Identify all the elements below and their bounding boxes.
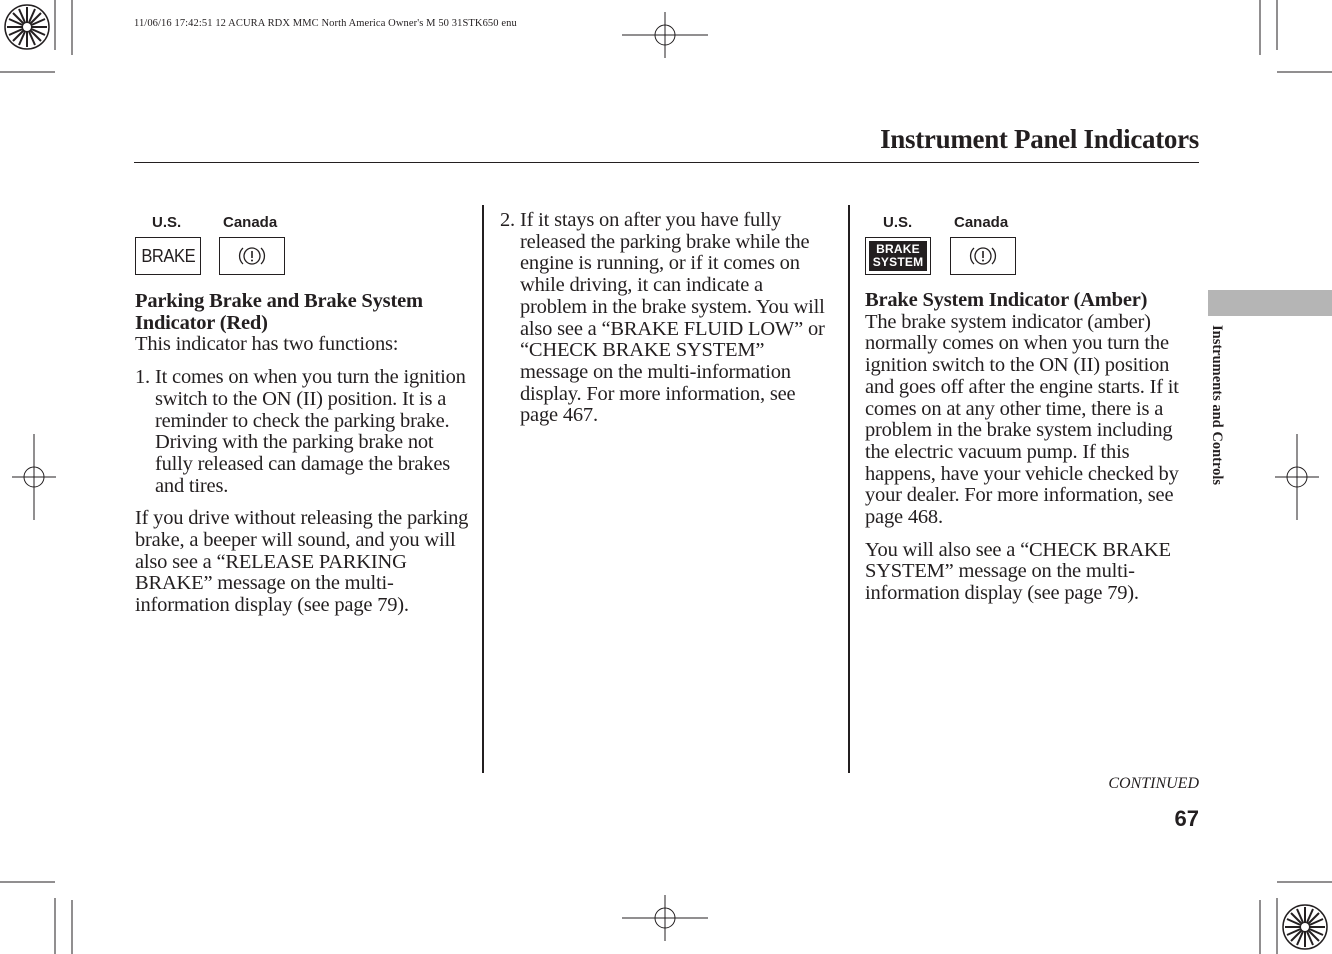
us-label: U.S. <box>883 214 913 231</box>
list-item-1 <box>135 367 470 497</box>
list-number: 1. <box>135 366 150 389</box>
continued-label: CONTINUED <box>1108 775 1199 792</box>
brake-system-line2: SYSTEM <box>872 255 924 269</box>
section-tab <box>1208 290 1332 316</box>
parking-brake-heading: Parking Brake and Brake System Indicator (Red) <box>135 290 423 334</box>
brake-system-paragraph-2: You will also see a “CHECK BRAKE SYSTEM” message on the multi-information display (see page 79). <box>865 538 1171 605</box>
page-number: 67 <box>1174 806 1199 831</box>
brake-system-heading: Brake System Indicator (Amber) <box>865 289 1148 311</box>
list-text: It comes on when you turn the ignition switch to the ON (II) position. It is a reminder to check the parking brake. Driving with the parking brake not fully released can damage the brakes and tires. <box>155 366 466 497</box>
registration-mark-left <box>12 434 56 520</box>
list-text: If it stays on after you have fully released the parking brake while the engine is running, or if it comes on while driving, it can indicate a problem in the brake system. You will also see a “BRAKE FLUID LOW” or “CHECK BRAKE SYSTEM” message on the multi-information display. For more information, see page 467. <box>520 209 825 427</box>
registration-mark-top <box>622 12 708 58</box>
column-divider-1 <box>482 205 484 773</box>
column-divider-2 <box>848 205 850 773</box>
middle-column <box>500 210 830 427</box>
brake-indicator-canada <box>219 237 285 275</box>
us-label: U.S. <box>152 214 182 231</box>
canada-label: Canada <box>223 214 278 231</box>
brake-circle-exclamation-icon <box>234 243 270 269</box>
brake-system-line1: BRAKE <box>876 242 920 256</box>
brake-symbol-text: BRAKE <box>141 245 195 266</box>
brake-system-symbol <box>869 241 928 271</box>
print-header: 11/06/16 17:42:51 12 ACURA RDX MMC North America Owner's M 50 31STK650 enu <box>134 18 517 29</box>
left-text-block <box>135 291 470 617</box>
right-text-block <box>865 290 1200 605</box>
page-title: Instrument Panel Indicators <box>880 124 1199 154</box>
brake-indicator-us <box>135 237 201 275</box>
brake-system-paragraph-1: The brake system indicator (amber) normally comes on when you turn the ignition switch to the ON (II) position and goes off after the engine starts. If it comes on at any other time, there is a problem in the brake system including the electric vacuum pump. If this happens, have your vehicle checked by your dealer. For more information, see page 468. <box>865 310 1179 529</box>
list-item-2 <box>500 210 830 427</box>
brake-circle-exclamation-icon <box>965 243 1001 269</box>
canada-label: Canada <box>954 214 1009 231</box>
registration-mark-bottom <box>622 895 708 941</box>
intro-text: This indicator has two functions: <box>135 333 399 356</box>
list-number: 2. <box>500 209 515 231</box>
brake-system-indicator-us <box>865 237 931 275</box>
brake-system-indicator-canada <box>950 237 1016 275</box>
star-target-top-left <box>5 5 49 49</box>
paragraph-release-brake: If you drive without releasing the parking brake, a beeper will sound, and you will also see a “RELEASE PARKING BRAKE” message on the multi-information display (see page 79). <box>135 507 469 617</box>
section-tab-label: Instruments and Controls <box>1209 325 1225 486</box>
title-rule <box>134 162 1199 163</box>
registration-mark-right <box>1275 434 1319 520</box>
star-target-bottom-right <box>1283 905 1327 949</box>
